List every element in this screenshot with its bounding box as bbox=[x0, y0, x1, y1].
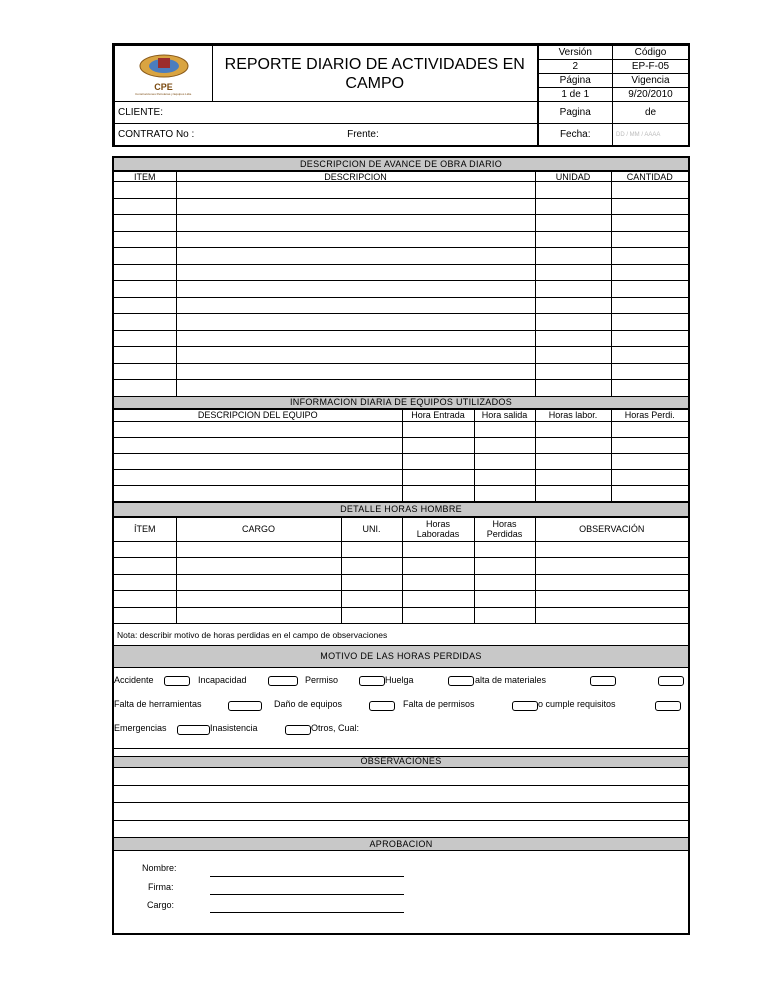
horas-section-title: DETALLE HORAS HOMBRE bbox=[114, 502, 688, 517]
table-row[interactable] bbox=[114, 314, 688, 331]
motivo-materiales-checkbox[interactable] bbox=[590, 676, 616, 686]
motivo-falta-permisos-label: Falta de permisos bbox=[403, 699, 475, 709]
equipos-col-perdi: Horas Perdi. bbox=[611, 409, 688, 421]
form-header bbox=[112, 43, 690, 147]
logo-text: CPE bbox=[154, 81, 173, 92]
equipos-section-title: INFORMACION DIARIA DE EQUIPOS UTILIZADOS bbox=[114, 397, 688, 409]
motivo-emergencias-label: Emergencias bbox=[114, 723, 167, 733]
motivo-permiso-label: Permiso bbox=[305, 675, 339, 685]
table-row[interactable] bbox=[114, 607, 688, 624]
table-row[interactable] bbox=[114, 485, 688, 501]
table-row[interactable] bbox=[114, 380, 688, 397]
table-row[interactable] bbox=[114, 231, 688, 248]
aprobacion-cargo-line[interactable] bbox=[210, 912, 404, 913]
motivo-herramientas-checkbox[interactable] bbox=[228, 701, 262, 711]
horas-table bbox=[114, 517, 688, 647]
code-label: Código bbox=[613, 46, 689, 60]
motivo-otros-label: Otros, Cual: bbox=[311, 723, 360, 733]
pagina-label: Pagina bbox=[538, 102, 613, 124]
version-value: 2 bbox=[538, 60, 613, 74]
avance-table bbox=[114, 171, 688, 397]
table-row[interactable] bbox=[114, 469, 688, 485]
motivo-options bbox=[114, 668, 688, 749]
motivo-accidente-label: Accidente bbox=[114, 675, 154, 685]
horas-col-perdidas: Horas Perdidas bbox=[474, 517, 535, 541]
horas-col-item: ÍTEM bbox=[114, 517, 176, 541]
contract-row[interactable]: CONTRATO No : Frente: bbox=[115, 124, 538, 146]
table-row[interactable] bbox=[114, 453, 688, 469]
aprobacion-section-title: APROBACION bbox=[114, 838, 688, 851]
logo-cell bbox=[115, 46, 213, 102]
table-row[interactable] bbox=[114, 421, 688, 437]
motivo-requisitos-checkbox[interactable] bbox=[655, 701, 681, 711]
frente-label: Frente: bbox=[347, 129, 379, 140]
version-label: Versión bbox=[538, 46, 613, 60]
validity-value: 9/20/2010 bbox=[613, 88, 689, 102]
motivo-inasistencia-label: Inasistencia bbox=[210, 723, 258, 733]
aprobacion-firma-line[interactable] bbox=[210, 894, 404, 895]
table-row[interactable] bbox=[114, 558, 688, 575]
horas-col-laboradas: Horas Laboradas bbox=[402, 517, 474, 541]
table-row[interactable] bbox=[114, 215, 688, 232]
table-row[interactable] bbox=[114, 182, 688, 199]
table-row[interactable] bbox=[114, 248, 688, 265]
horas-col-cargo: CARGO bbox=[176, 517, 341, 541]
logo-subtext: Construcciones Petroleras y Equipos Ltda. bbox=[135, 91, 192, 96]
motivo-falta-permisos-checkbox[interactable] bbox=[512, 701, 538, 711]
table-row[interactable] bbox=[114, 347, 688, 364]
table-row[interactable] bbox=[114, 437, 688, 453]
motivo-accidente-checkbox[interactable] bbox=[164, 676, 190, 686]
table-row[interactable] bbox=[114, 264, 688, 281]
motivo-emergencias-checkbox[interactable] bbox=[177, 725, 210, 735]
form-body bbox=[112, 156, 690, 935]
avance-col-item: ITEM bbox=[114, 172, 176, 182]
table-row[interactable] bbox=[114, 541, 688, 558]
avance-col-unidad: UNIDAD bbox=[535, 172, 611, 182]
motivo-incapacidad-checkbox[interactable] bbox=[268, 676, 298, 686]
code-value: EP-F-05 bbox=[613, 60, 689, 74]
observaciones-line[interactable] bbox=[114, 768, 688, 786]
equipos-col-desc: DESCRIPCION DEL EQUIPO bbox=[114, 409, 402, 421]
motivo-huelga-checkbox[interactable] bbox=[448, 676, 474, 686]
avance-col-cantidad: CANTIDAD bbox=[611, 172, 688, 182]
motivo-herramientas-label: Falta de herramientas bbox=[114, 699, 202, 709]
motivo-permiso-checkbox[interactable] bbox=[359, 676, 385, 686]
table-row[interactable] bbox=[114, 591, 688, 608]
de-label: de bbox=[613, 102, 689, 124]
aprobacion-block bbox=[114, 851, 688, 923]
observaciones-line[interactable] bbox=[114, 786, 688, 804]
horas-col-uni: UNI. bbox=[341, 517, 402, 541]
horas-note: Nota: describir motivo de horas perdidas en el campo de observaciones bbox=[114, 624, 688, 646]
table-row[interactable] bbox=[114, 198, 688, 215]
equipos-col-salida: Hora salida bbox=[474, 409, 535, 421]
aprobacion-nombre-label: Nombre: bbox=[142, 863, 177, 873]
motivo-inasistencia-checkbox[interactable] bbox=[285, 725, 311, 735]
horas-col-obs: OBSERVACIÓN bbox=[535, 517, 688, 541]
motivo-requisitos-label: o cumple requisitos bbox=[538, 699, 616, 709]
aprobacion-nombre-line[interactable] bbox=[210, 876, 404, 877]
equipos-col-labor: Horas labor. bbox=[535, 409, 611, 421]
motivo-row1-extra-checkbox[interactable] bbox=[658, 676, 684, 686]
observaciones-section-title: OBSERVACIONES bbox=[114, 757, 688, 768]
observaciones-line[interactable] bbox=[114, 821, 688, 839]
table-row[interactable] bbox=[114, 297, 688, 314]
validity-label: Vigencia bbox=[613, 74, 689, 88]
equipos-col-entrada: Hora Entrada bbox=[402, 409, 474, 421]
avance-section-title: DESCRIPCION DE AVANCE DE OBRA DIARIO bbox=[114, 158, 688, 171]
client-row[interactable]: CLIENTE: bbox=[115, 102, 538, 124]
motivo-dano-equipos-label: Daño de equipos bbox=[274, 699, 343, 709]
avance-col-desc: DESCRIPCION bbox=[176, 172, 535, 182]
table-row[interactable] bbox=[114, 363, 688, 380]
table-row[interactable] bbox=[114, 574, 688, 591]
page-value: 1 de 1 bbox=[538, 88, 613, 102]
motivo-dano-equipos-checkbox[interactable] bbox=[369, 701, 395, 711]
aprobacion-firma-label: Firma: bbox=[148, 882, 174, 892]
page-label: Página bbox=[538, 74, 613, 88]
motivo-materiales-label: alta de materiales bbox=[475, 675, 547, 685]
fecha-input[interactable]: DD / MM / AAAA bbox=[613, 124, 689, 146]
observaciones-line[interactable] bbox=[114, 803, 688, 821]
motivo-section-title: MOTIVO DE LAS HORAS PERDIDAS bbox=[114, 646, 688, 668]
motivo-huelga-label: Huelga bbox=[385, 675, 414, 685]
motivo-incapacidad-label: Incapacidad bbox=[198, 675, 247, 685]
fecha-label: Fecha: bbox=[538, 124, 613, 146]
table-row[interactable] bbox=[114, 281, 688, 298]
table-row[interactable] bbox=[114, 330, 688, 347]
equipos-table bbox=[114, 409, 688, 502]
form-title: REPORTE DIARIO DE ACTIVIDADES EN CAMPO bbox=[213, 46, 538, 102]
aprobacion-cargo-label: Cargo: bbox=[147, 900, 175, 910]
